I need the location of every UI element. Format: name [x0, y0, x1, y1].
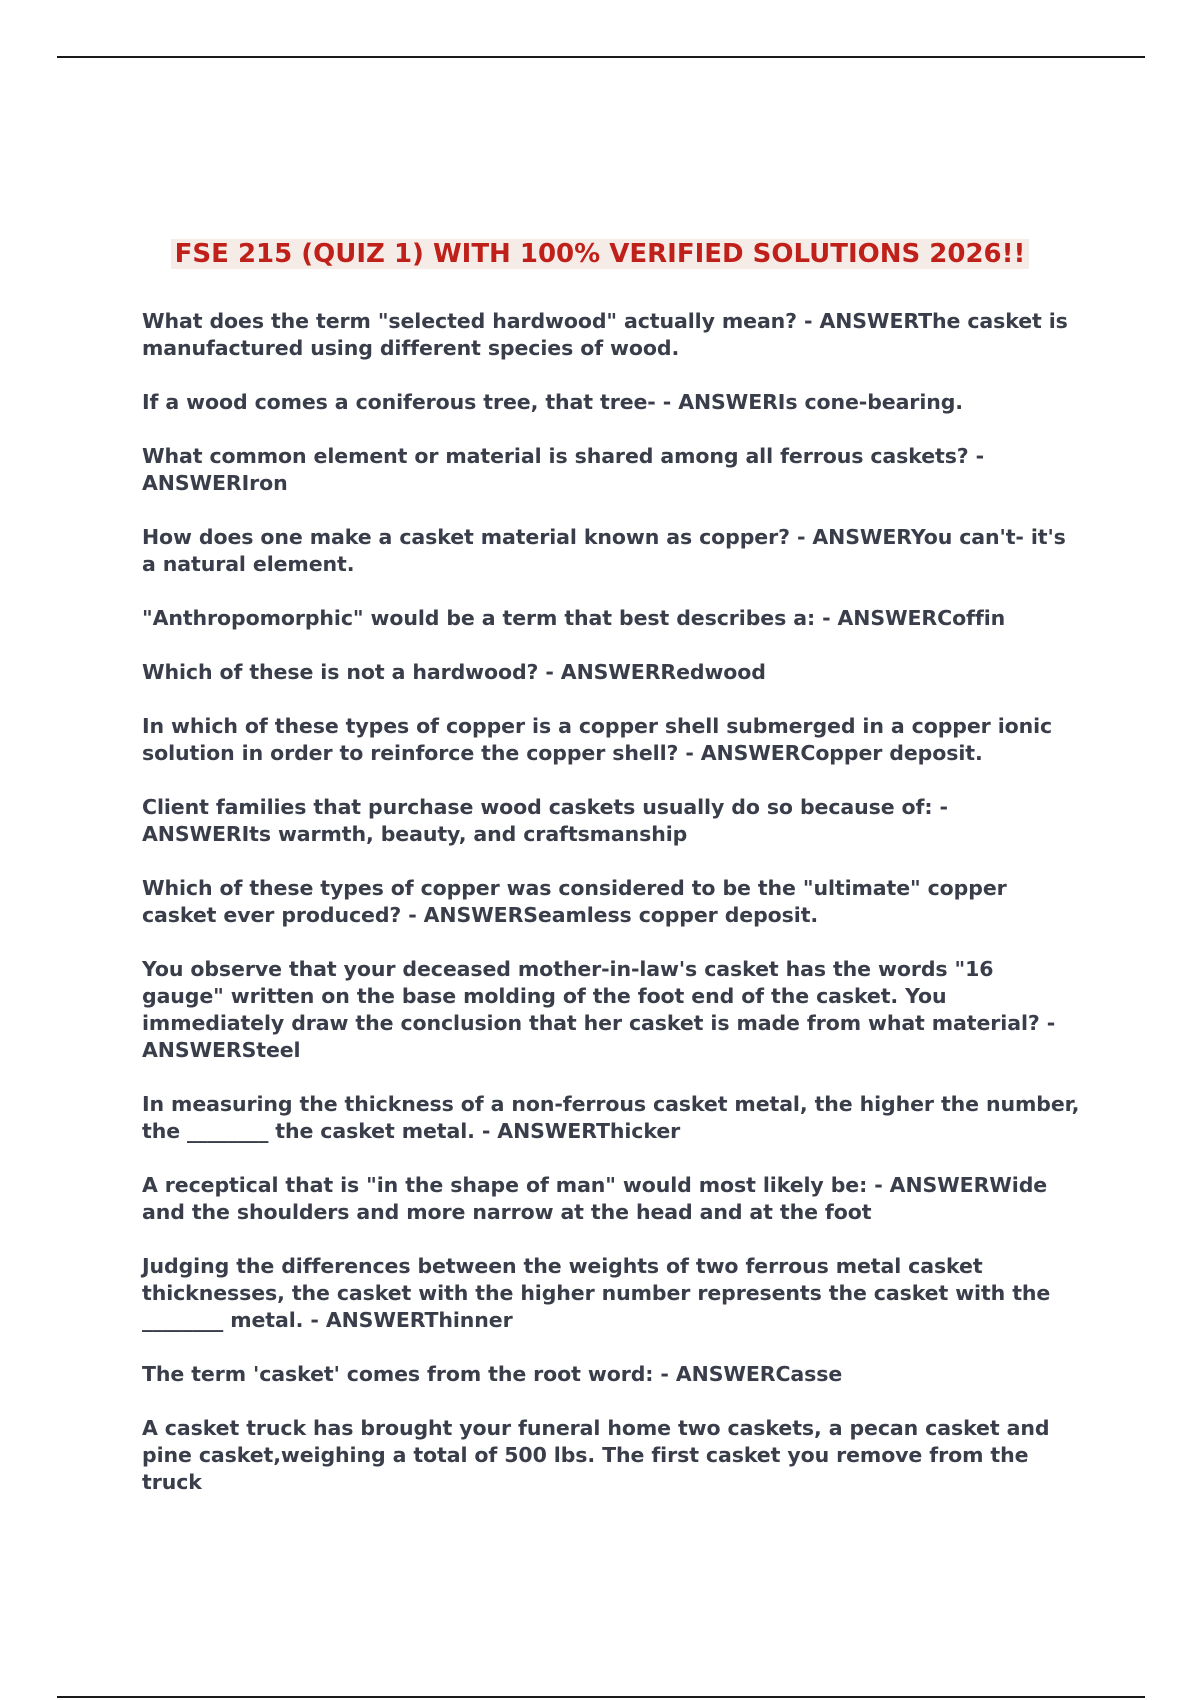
qa-item: Client families that purchase wood caskets usually do so because of: - ANSWERIts warmth, beauty, and craftsmanship	[142, 795, 948, 846]
document-title: FSE 215 (QUIZ 1) WITH 100% VERIFIED SOLUTIONS 2026!!	[0, 236, 1200, 272]
qa-item: If a wood comes a coniferous tree, that tree- - ANSWERIs cone-bearing.	[142, 390, 963, 414]
qa-item: You observe that your deceased mother-in-law's casket has the words "16 gauge" written on the base molding of the foot end of the casket. You immediately draw the conclusion that her casket is made from what material? - ANSWERSteel	[142, 957, 1056, 1062]
qa-item: What common element or material is shared among all ferrous caskets? - ANSWERIron	[142, 444, 985, 495]
qa-item: Which of these types of copper was considered to be the "ultimate" copper casket ever produced? - ANSWERSeamless copper deposit.	[142, 876, 1007, 927]
question-answer-list	[142, 308, 1082, 1523]
qa-item: In measuring the thickness of a non-ferrous casket metal, the higher the number, the ________ the casket metal. - ANSWERThicker	[142, 1092, 1080, 1143]
top-divider	[57, 56, 1145, 58]
qa-item: What does the term "selected hardwood" actually mean? - ANSWERThe casket is manufactured using different species of wood.	[142, 309, 1068, 360]
qa-item: In which of these types of copper is a copper shell submerged in a copper ionic solution in order to reinforce the copper shell? - ANSWERCopper deposit.	[142, 714, 1053, 765]
qa-item: Judging the differences between the weights of two ferrous metal casket thicknesses, the casket with the higher number represents the casket with the ________ metal. - ANSWERThinner	[142, 1254, 1051, 1332]
qa-item: "Anthropomorphic" would be a term that best describes a: - ANSWERCoffin	[142, 606, 1006, 630]
qa-item: The term 'casket' comes from the root word: - ANSWERCasse	[142, 1362, 843, 1386]
qa-item: A casket truck has brought your funeral home two caskets, a pecan casket and pine casket,weighing a total of 500 lbs. The first casket you remove from the truck	[142, 1416, 1050, 1494]
qa-item: Which of these is not a hardwood? - ANSWERRedwood	[142, 660, 766, 684]
bottom-divider	[57, 1696, 1145, 1698]
qa-item: How does one make a casket material known as copper? - ANSWERYou can't- it's a natural element.	[142, 525, 1066, 576]
qa-item: A receptical that is "in the shape of man" would most likely be: - ANSWERWide and the shoulders and more narrow at the head and at the foot	[142, 1173, 1048, 1224]
